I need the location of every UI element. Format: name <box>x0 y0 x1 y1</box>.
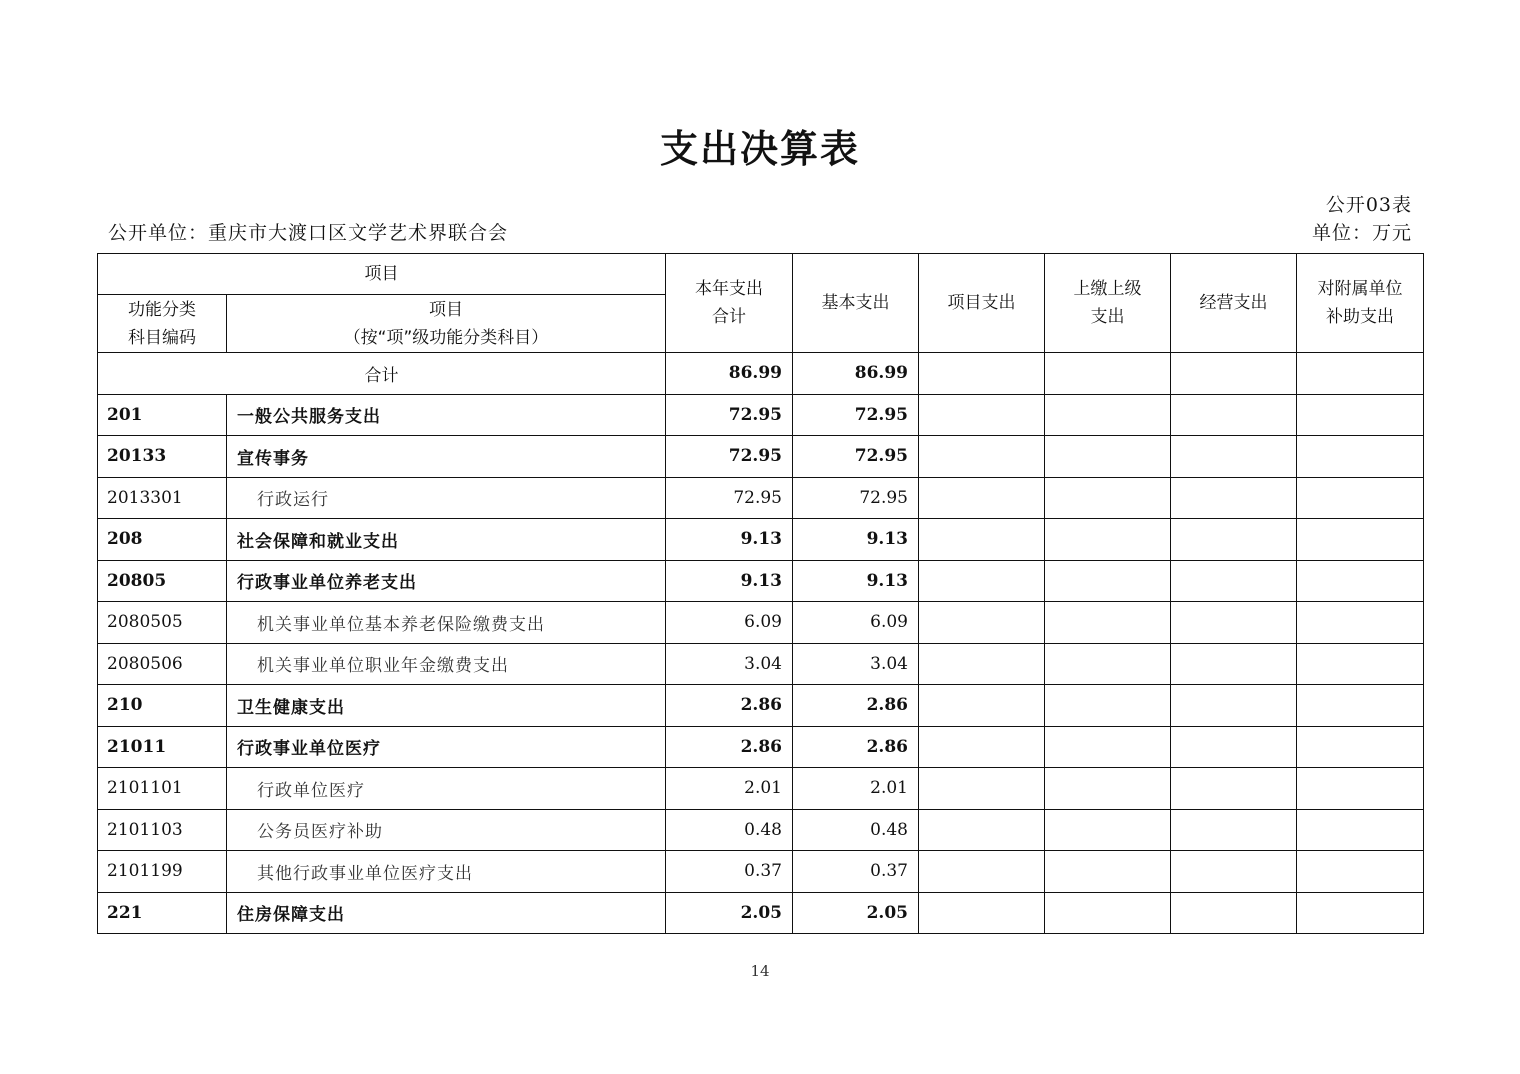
row-subsidiary <box>1297 685 1424 727</box>
total-project-expenditure <box>919 353 1045 395</box>
table-row <box>98 768 1424 810</box>
row-item-name: 行政事业单位医疗 <box>227 726 666 768</box>
row-basic: 6.09 <box>793 602 919 644</box>
row-item-name: 行政事业单位养老支出 <box>227 560 666 602</box>
row-business <box>1171 768 1297 810</box>
table-row <box>98 436 1424 478</box>
row-project-expenditure <box>919 436 1045 478</box>
row-total: 72.95 <box>666 436 793 478</box>
row-subsidiary <box>1297 809 1424 851</box>
row-item-name: 行政单位医疗 <box>227 768 666 810</box>
row-basic: 2.86 <box>793 685 919 727</box>
row-item-name: 其他行政事业单位医疗支出 <box>227 851 666 893</box>
table-row <box>98 685 1424 727</box>
row-business <box>1171 394 1297 436</box>
row-upper-level <box>1045 394 1171 436</box>
row-subsidiary <box>1297 851 1424 893</box>
table-row <box>98 477 1424 519</box>
total-business <box>1171 353 1297 395</box>
row-project-expenditure <box>919 477 1045 519</box>
row-upper-level <box>1045 643 1171 685</box>
row-code: 2101103 <box>98 809 227 851</box>
row-business <box>1171 436 1297 478</box>
row-upper-level <box>1045 560 1171 602</box>
table-row <box>98 560 1424 602</box>
row-basic: 72.95 <box>793 436 919 478</box>
row-project-expenditure <box>919 726 1045 768</box>
row-total: 3.04 <box>666 643 793 685</box>
header-total <box>666 254 793 353</box>
table-row <box>98 851 1424 893</box>
header-item <box>227 295 666 353</box>
row-business <box>1171 560 1297 602</box>
row-basic: 9.13 <box>793 519 919 561</box>
header-upper-line2: 支出 <box>1090 307 1125 327</box>
row-basic: 3.04 <box>793 643 919 685</box>
row-upper-level <box>1045 436 1171 478</box>
page-title: 支出决算表 <box>659 127 860 171</box>
row-total: 6.09 <box>666 602 793 644</box>
row-total: 2.05 <box>666 892 793 934</box>
row-upper-level <box>1045 892 1171 934</box>
row-code: 221 <box>98 892 227 934</box>
row-item-name: 卫生健康支出 <box>227 685 666 727</box>
header-basic: 基本支出 <box>793 254 919 353</box>
header-project: 项目 <box>98 254 666 295</box>
row-code: 2101199 <box>98 851 227 893</box>
row-item-name: 机关事业单位基本养老保险缴费支出 <box>227 602 666 644</box>
row-subsidiary <box>1297 477 1424 519</box>
row-total: 2.01 <box>666 768 793 810</box>
row-basic: 2.05 <box>793 892 919 934</box>
row-project-expenditure <box>919 768 1045 810</box>
total-label: 合计 <box>98 353 666 395</box>
row-item-name: 一般公共服务支出 <box>227 394 666 436</box>
form-number: 公开03表 <box>1325 194 1412 216</box>
table-row <box>98 892 1424 934</box>
row-total: 0.48 <box>666 809 793 851</box>
row-total: 72.95 <box>666 477 793 519</box>
row-business <box>1171 809 1297 851</box>
header-project-expenditure: 项目支出 <box>919 254 1045 353</box>
row-code: 20805 <box>98 560 227 602</box>
row-upper-level <box>1045 851 1171 893</box>
header-business: 经营支出 <box>1171 254 1297 353</box>
row-project-expenditure <box>919 685 1045 727</box>
row-code: 21011 <box>98 726 227 768</box>
table-row <box>98 394 1424 436</box>
row-basic: 2.01 <box>793 768 919 810</box>
total-subsidiary <box>1297 353 1424 395</box>
header-code <box>98 295 227 353</box>
row-upper-level <box>1045 519 1171 561</box>
row-item-name: 社会保障和就业支出 <box>227 519 666 561</box>
header-total-line2: 合计 <box>712 307 746 327</box>
reporting-unit: 公开单位：重庆市大渡口区文学艺术界联合会 <box>108 222 509 244</box>
row-upper-level <box>1045 768 1171 810</box>
row-basic: 0.37 <box>793 851 919 893</box>
header-item-line2: （按“项”级功能分类科目） <box>343 327 549 348</box>
row-upper-level <box>1045 602 1171 644</box>
row-upper-level <box>1045 809 1171 851</box>
row-code: 2013301 <box>98 477 227 519</box>
row-upper-level <box>1045 477 1171 519</box>
row-project-expenditure <box>919 519 1045 561</box>
row-code: 201 <box>98 394 227 436</box>
row-project-expenditure <box>919 560 1045 602</box>
row-subsidiary <box>1297 892 1424 934</box>
row-item-name: 宣传事务 <box>227 436 666 478</box>
row-upper-level <box>1045 685 1171 727</box>
row-code: 2101101 <box>98 768 227 810</box>
row-subsidiary <box>1297 394 1424 436</box>
row-subsidiary <box>1297 768 1424 810</box>
row-total: 2.86 <box>666 685 793 727</box>
row-subsidiary <box>1297 602 1424 644</box>
table-row <box>98 809 1424 851</box>
total-basic: 86.99 <box>793 353 919 395</box>
table-row <box>98 602 1424 644</box>
row-code: 20133 <box>98 436 227 478</box>
row-subsidiary <box>1297 643 1424 685</box>
row-basic: 0.48 <box>793 809 919 851</box>
row-business <box>1171 643 1297 685</box>
row-project-expenditure <box>919 809 1045 851</box>
header-upper-line1: 上缴上级 <box>1073 279 1142 299</box>
row-total: 9.13 <box>666 560 793 602</box>
row-business <box>1171 726 1297 768</box>
row-item-name: 住房保障支出 <box>227 892 666 934</box>
row-basic: 72.95 <box>793 394 919 436</box>
row-subsidiary <box>1297 560 1424 602</box>
header-subsidiary <box>1297 254 1424 353</box>
row-total: 72.95 <box>666 394 793 436</box>
row-business <box>1171 477 1297 519</box>
row-item-name: 公务员医疗补助 <box>227 809 666 851</box>
row-total: 9.13 <box>666 519 793 561</box>
row-subsidiary <box>1297 726 1424 768</box>
row-business <box>1171 602 1297 644</box>
row-project-expenditure <box>919 892 1045 934</box>
row-code: 2080506 <box>98 643 227 685</box>
table-row <box>98 643 1424 685</box>
row-project-expenditure <box>919 602 1045 644</box>
row-total: 0.37 <box>666 851 793 893</box>
row-subsidiary <box>1297 436 1424 478</box>
row-project-expenditure <box>919 851 1045 893</box>
table-row <box>98 519 1424 561</box>
total-row <box>98 353 1424 395</box>
header-code-line1: 功能分类 <box>128 299 196 320</box>
row-business <box>1171 892 1297 934</box>
row-code: 210 <box>98 685 227 727</box>
row-item-name: 机关事业单位职业年金缴费支出 <box>227 643 666 685</box>
row-basic: 9.13 <box>793 560 919 602</box>
page-number: 14 <box>750 962 770 980</box>
row-project-expenditure <box>919 643 1045 685</box>
row-code: 208 <box>98 519 227 561</box>
row-business <box>1171 685 1297 727</box>
row-business <box>1171 519 1297 561</box>
table-row <box>98 726 1424 768</box>
row-project-expenditure <box>919 394 1045 436</box>
row-item-name: 行政运行 <box>227 477 666 519</box>
total-amount: 86.99 <box>666 353 793 395</box>
row-code: 2080505 <box>98 602 227 644</box>
header-code-line2: 科目编码 <box>128 327 196 348</box>
row-basic: 2.86 <box>793 726 919 768</box>
row-business <box>1171 851 1297 893</box>
row-subsidiary <box>1297 519 1424 561</box>
total-upper-level <box>1045 353 1171 395</box>
currency-unit: 单位：万元 <box>1311 222 1412 244</box>
row-total: 2.86 <box>666 726 793 768</box>
header-upper-level <box>1045 254 1171 353</box>
row-basic: 72.95 <box>793 477 919 519</box>
expenditure-table <box>97 253 1424 934</box>
row-upper-level <box>1045 726 1171 768</box>
header-subsidiary-line1: 对附属单位 <box>1317 279 1403 299</box>
header-total-line1: 本年支出 <box>695 279 763 299</box>
header-item-line1: 项目 <box>429 299 463 320</box>
header-subsidiary-line2: 补助支出 <box>1326 307 1394 327</box>
